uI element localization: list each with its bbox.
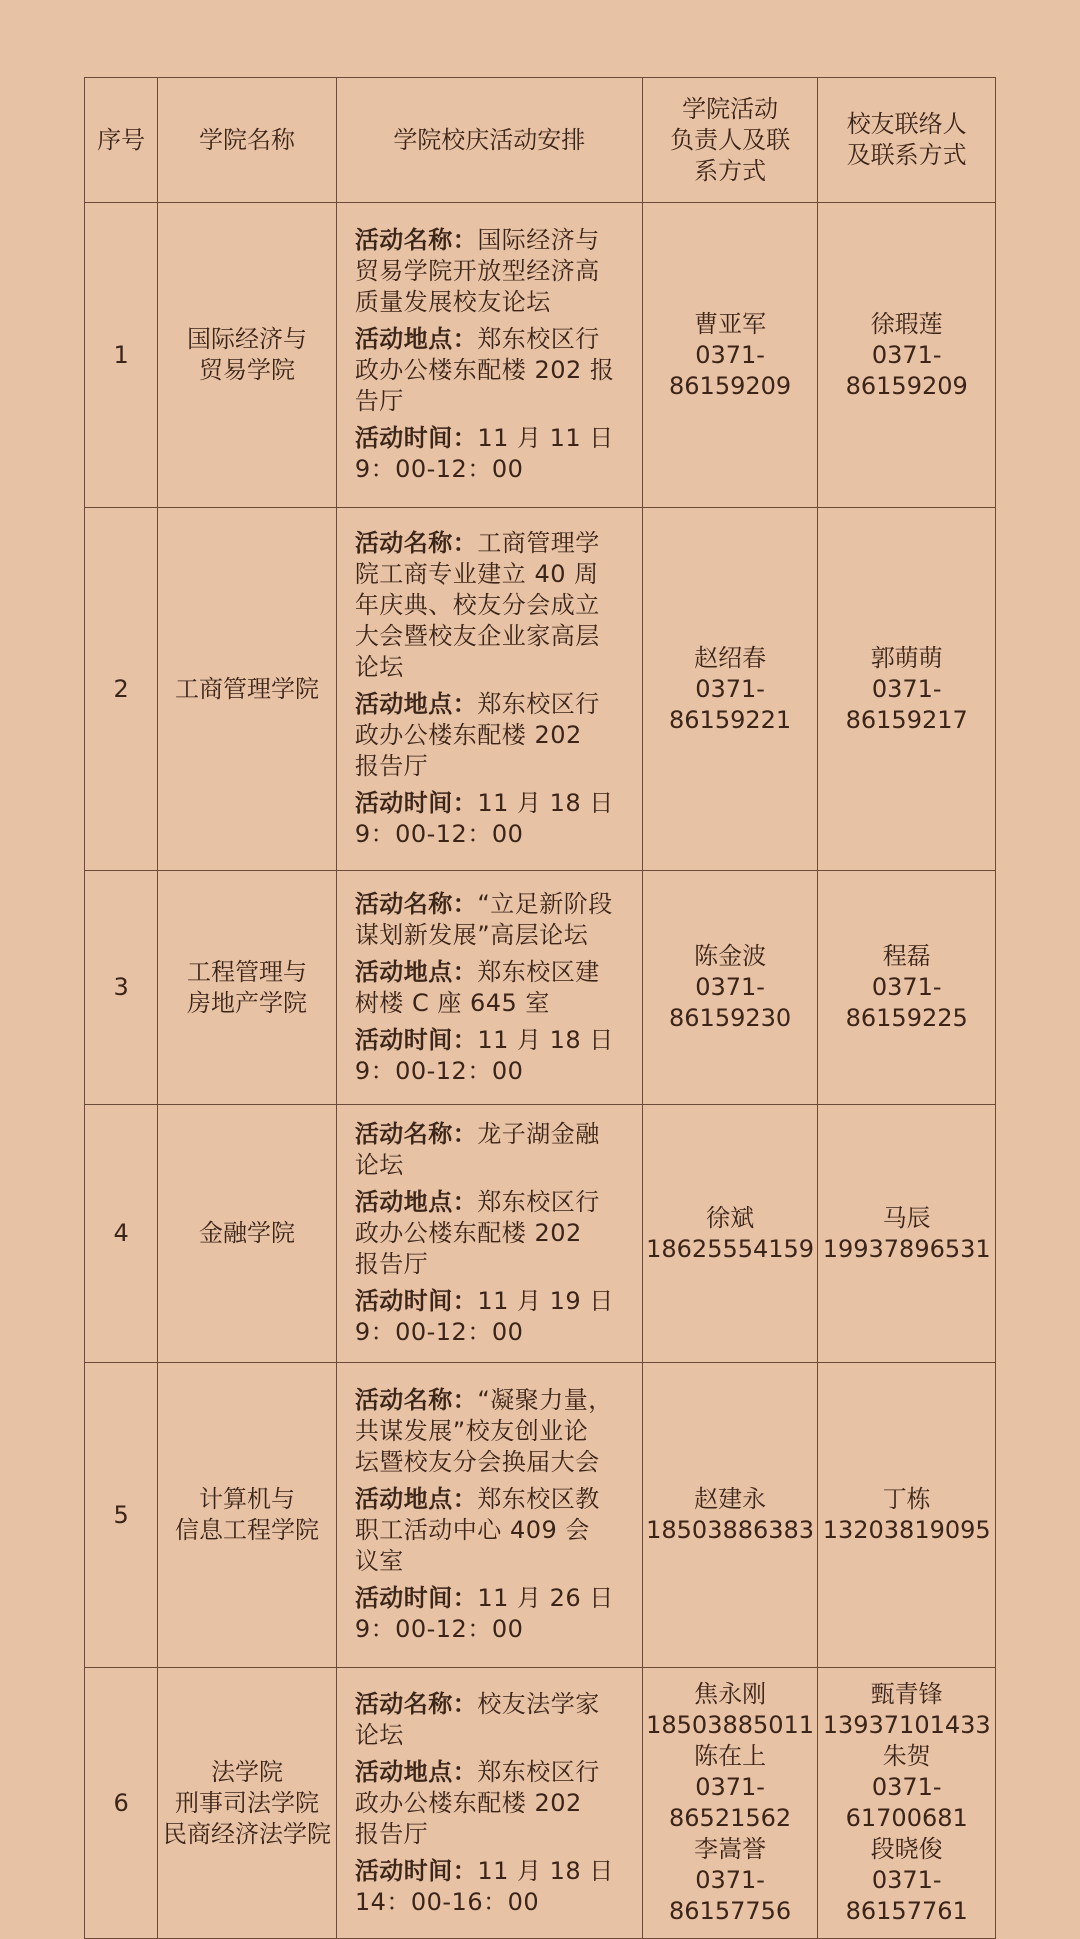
leader-contact <box>642 1105 818 1363</box>
activity-time <box>355 1025 626 1087</box>
activity-name-text: 贸易学院开放型经济高 <box>354 257 600 285</box>
alumni-contact-line: 86159217 <box>845 705 968 734</box>
leader-contact <box>642 203 818 508</box>
activity-time-text: 11 月 11 日 <box>477 424 614 452</box>
college-name <box>158 508 337 871</box>
header-leader-contact <box>642 78 818 203</box>
alumni-contact <box>818 1668 996 1939</box>
activity-time-text: 11 月 18 日 <box>477 789 614 817</box>
activity-table <box>84 77 996 1939</box>
activity-place-label: 活动地点： <box>354 690 478 718</box>
alumni-contact-line: 0371- <box>871 674 942 703</box>
activity-name <box>355 225 626 318</box>
alumni-contact <box>818 1105 996 1363</box>
activity-time-label: 活动时间： <box>354 1025 478 1054</box>
activity-name-label: 活动名称： <box>354 1386 478 1414</box>
activity-details <box>336 508 642 871</box>
activity-time-text: 11 月 19 日 <box>477 1287 614 1315</box>
leader-contact-line: 18625554159 <box>646 1234 815 1263</box>
activity-place-text: 议室 <box>354 1547 404 1575</box>
header-leader-line: 学院活动 <box>682 94 779 123</box>
table-row <box>85 871 996 1105</box>
alumni-contact <box>818 1363 996 1668</box>
activity-place-label: 活动地点： <box>354 1188 478 1216</box>
activity-details <box>336 871 642 1105</box>
college-name-line: 贸易学院 <box>199 356 296 384</box>
leader-contact-line: 86159209 <box>669 371 792 400</box>
activity-place-text: 树楼 C 座 645 室 <box>354 988 550 1017</box>
activity-name-label: 活动名称： <box>354 529 478 557</box>
activity-place <box>355 324 626 417</box>
activity-place <box>355 1187 626 1280</box>
leader-contact-line: 焦永刚 <box>694 1680 767 1708</box>
activity-name-text: 论坛 <box>354 1720 404 1749</box>
leader-contact <box>642 1668 818 1939</box>
header-alumni-line: 及联系方式 <box>846 141 967 169</box>
activity-name-text: 大会暨校友企业家高层 <box>354 622 600 650</box>
activity-place <box>355 689 626 782</box>
row-number: 6 <box>85 1668 158 1939</box>
alumni-contact-line: 朱贺 <box>882 1742 931 1770</box>
activity-place-text: 政办公楼东配楼 202 <box>354 1219 582 1247</box>
activity-name-text: 院工商专业建立 40 周 <box>354 560 599 588</box>
row-number: 5 <box>85 1363 158 1668</box>
leader-contact-line: 赵绍春 <box>694 643 767 672</box>
leader-contact-line: 李嵩誉 <box>694 1835 767 1863</box>
alumni-contact-line: 段晓俊 <box>870 1835 943 1863</box>
activity-name-label: 活动名称： <box>354 1120 478 1148</box>
activity-place-label: 活动地点： <box>354 1485 478 1513</box>
table-row <box>85 1105 996 1363</box>
college-name-line: 工程管理与 <box>187 957 308 986</box>
alumni-contact-line: 丁栋 <box>882 1485 931 1513</box>
college-name <box>158 871 337 1105</box>
leader-contact-line: 陈在上 <box>694 1742 767 1770</box>
activity-time-text: 9：00-12：00 <box>354 820 524 848</box>
activity-name <box>355 528 626 683</box>
activity-name-text: 论坛 <box>354 1151 404 1179</box>
header-alumni-contact <box>818 78 996 203</box>
activity-place-label: 活动地点： <box>354 325 478 353</box>
activity-place-text: 郑东校区行 <box>477 1188 600 1216</box>
alumni-contact-line: 徐瑕莲 <box>870 309 943 338</box>
activity-time-text: 9：00-12：00 <box>354 455 524 483</box>
college-name-line: 国际经济与 <box>187 325 308 353</box>
activity-name-text: 校友法学家 <box>477 1689 600 1718</box>
activity-place-text: 政办公楼东配楼 202 <box>354 721 582 749</box>
leader-contact <box>642 1363 818 1668</box>
activity-time <box>355 1286 626 1348</box>
leader-contact <box>642 508 818 871</box>
alumni-contact-line: 0371- <box>871 340 942 369</box>
activity-name-text: “立足新阶段 <box>477 889 613 918</box>
activity-name <box>355 1689 626 1751</box>
activity-time <box>355 423 626 485</box>
activity-place-label: 活动地点： <box>354 957 478 986</box>
activity-time-text: 11 月 18 日 <box>477 1025 614 1054</box>
header-leader-line: 系方式 <box>694 156 767 185</box>
activity-time-text: 9：00-12：00 <box>354 1318 524 1346</box>
activity-name-text: “凝聚力量， <box>477 1386 613 1414</box>
activity-place-text: 郑东校区行 <box>477 1757 600 1786</box>
activity-time-text: 11 月 18 日 <box>477 1856 614 1885</box>
leader-contact-line: 86159221 <box>669 705 792 734</box>
leader-contact-line: 86157756 <box>669 1897 792 1925</box>
alumni-contact-line: 马辰 <box>882 1203 931 1232</box>
alumni-contact-line: 86157761 <box>845 1897 968 1925</box>
alumni-contact-line: 61700681 <box>845 1804 968 1832</box>
table-row <box>85 1363 996 1668</box>
leader-contact-line: 0371- <box>695 973 765 1001</box>
activity-time <box>355 1583 626 1645</box>
table-row <box>85 1668 996 1939</box>
college-name <box>158 203 337 508</box>
activity-place <box>355 1484 626 1577</box>
leader-contact-line: 0371- <box>695 1773 765 1801</box>
header-alumni-line: 校友联络人 <box>846 110 967 138</box>
college-name-line: 信息工程学院 <box>175 1516 320 1544</box>
alumni-contact-line: 13937101433 <box>822 1711 991 1739</box>
header-activities: 学院校庆活动安排 <box>336 78 642 203</box>
alumni-contact-line: 郭萌萌 <box>870 643 943 672</box>
activity-name-text: 龙子湖金融 <box>477 1120 600 1148</box>
activity-time-label: 活动时间： <box>354 1584 478 1612</box>
activity-place-text: 郑东校区行 <box>477 690 600 718</box>
activity-name-text: 共谋发展”校友创业论 <box>354 1417 589 1445</box>
alumni-contact-line: 0371- <box>871 1773 942 1801</box>
row-number: 4 <box>85 1105 158 1363</box>
leader-contact <box>642 871 818 1105</box>
table-row <box>85 508 996 871</box>
college-name-line: 工商管理学院 <box>175 674 320 703</box>
activity-name <box>355 1119 626 1181</box>
leader-contact-line: 86159230 <box>669 1004 792 1032</box>
college-name <box>158 1668 337 1939</box>
activity-place <box>355 957 626 1019</box>
activity-name <box>355 889 626 951</box>
college-name-line: 房地产学院 <box>187 988 308 1017</box>
activity-name-text: 论坛 <box>354 653 404 681</box>
leader-contact-line: 赵建永 <box>694 1485 767 1513</box>
alumni-contact <box>818 508 996 871</box>
activity-name-text: 坛暨校友分会换届大会 <box>354 1448 600 1476</box>
activity-details <box>336 203 642 508</box>
activity-time-text: 11 月 26 日 <box>477 1584 614 1612</box>
activity-time-text: 9：00-12：00 <box>354 1615 524 1643</box>
leader-contact-line: 0371- <box>695 674 765 703</box>
activity-time-label: 活动时间： <box>354 1856 478 1885</box>
activity-table-container <box>84 77 996 1939</box>
leader-contact-line: 18503886383 <box>646 1516 815 1544</box>
header-college-name: 学院名称 <box>158 78 337 203</box>
college-name <box>158 1105 337 1363</box>
college-name-line: 法学院 <box>211 1757 284 1786</box>
activity-place-label: 活动地点： <box>354 1757 478 1786</box>
alumni-contact-line: 0371- <box>871 1866 942 1894</box>
activity-name <box>355 1385 626 1478</box>
activity-place-text: 政办公楼东配楼 202 报 <box>354 356 615 384</box>
college-name-line: 金融学院 <box>199 1219 296 1247</box>
college-name-line: 民商经济法学院 <box>163 1819 332 1848</box>
activity-name-text: 国际经济与 <box>477 226 600 254</box>
activity-name-text: 工商管理学 <box>477 529 600 557</box>
activity-name-label: 活动名称： <box>354 889 478 918</box>
header-leader-line: 负责人及联 <box>670 125 791 154</box>
activity-place <box>355 1757 626 1850</box>
leader-contact-line: 曹亚军 <box>694 309 767 338</box>
activity-name-text: 年庆典、校友分会成立 <box>354 591 600 619</box>
activity-details <box>336 1105 642 1363</box>
college-name-line: 刑事司法学院 <box>175 1788 320 1817</box>
activity-name-text: 谋划新发展”高层论坛 <box>354 920 589 949</box>
activity-name-label: 活动名称： <box>354 226 478 254</box>
activity-time-label: 活动时间： <box>354 789 478 817</box>
college-name-line: 计算机与 <box>199 1485 296 1513</box>
activity-place-text: 郑东校区行 <box>477 325 600 353</box>
table-row <box>85 203 996 508</box>
alumni-contact-line: 86159225 <box>845 1004 968 1032</box>
alumni-contact-line: 甄青锋 <box>870 1680 943 1708</box>
alumni-contact-line: 13203819095 <box>822 1516 991 1544</box>
leader-contact-line: 陈金波 <box>694 942 767 970</box>
activity-place-text: 告厅 <box>354 387 404 415</box>
activity-details <box>336 1668 642 1939</box>
leader-contact-line: 徐斌 <box>706 1203 755 1232</box>
activity-place-text: 郑东校区建 <box>477 957 600 986</box>
leader-contact-line: 86521562 <box>669 1804 792 1832</box>
alumni-contact <box>818 203 996 508</box>
leader-contact-line: 0371- <box>695 1866 765 1894</box>
activity-place-text: 职工活动中心 409 会 <box>354 1516 590 1544</box>
alumni-contact-line: 19937896531 <box>822 1234 991 1263</box>
row-number: 1 <box>85 203 158 508</box>
header-no: 序号 <box>85 78 158 203</box>
activity-place-text: 政办公楼东配楼 202 <box>354 1788 582 1817</box>
activity-time-text: 14：00-16：00 <box>354 1887 540 1916</box>
activity-place-text: 报告厅 <box>354 1250 429 1278</box>
activity-time-label: 活动时间： <box>354 424 478 452</box>
activity-time-text: 9：00-12：00 <box>354 1056 524 1085</box>
activity-time <box>355 788 626 850</box>
row-number: 3 <box>85 871 158 1105</box>
activity-time-label: 活动时间： <box>354 1287 478 1315</box>
activity-details <box>336 1363 642 1668</box>
activity-place-text: 报告厅 <box>354 752 429 780</box>
activity-place-text: 报告厅 <box>354 1819 429 1848</box>
alumni-contact-line: 0371- <box>871 973 942 1001</box>
row-number: 2 <box>85 508 158 871</box>
alumni-contact-line: 86159209 <box>845 371 968 400</box>
activity-time <box>355 1856 626 1918</box>
table-header-row <box>85 78 996 203</box>
leader-contact-line: 0371- <box>695 340 765 369</box>
leader-contact-line: 18503885011 <box>646 1711 815 1739</box>
activity-name-label: 活动名称： <box>354 1689 478 1718</box>
alumni-contact <box>818 871 996 1105</box>
activity-place-text: 郑东校区教 <box>477 1485 600 1513</box>
alumni-contact-line: 程磊 <box>882 942 931 970</box>
activity-name-text: 质量发展校友论坛 <box>354 288 551 316</box>
college-name <box>158 1363 337 1668</box>
